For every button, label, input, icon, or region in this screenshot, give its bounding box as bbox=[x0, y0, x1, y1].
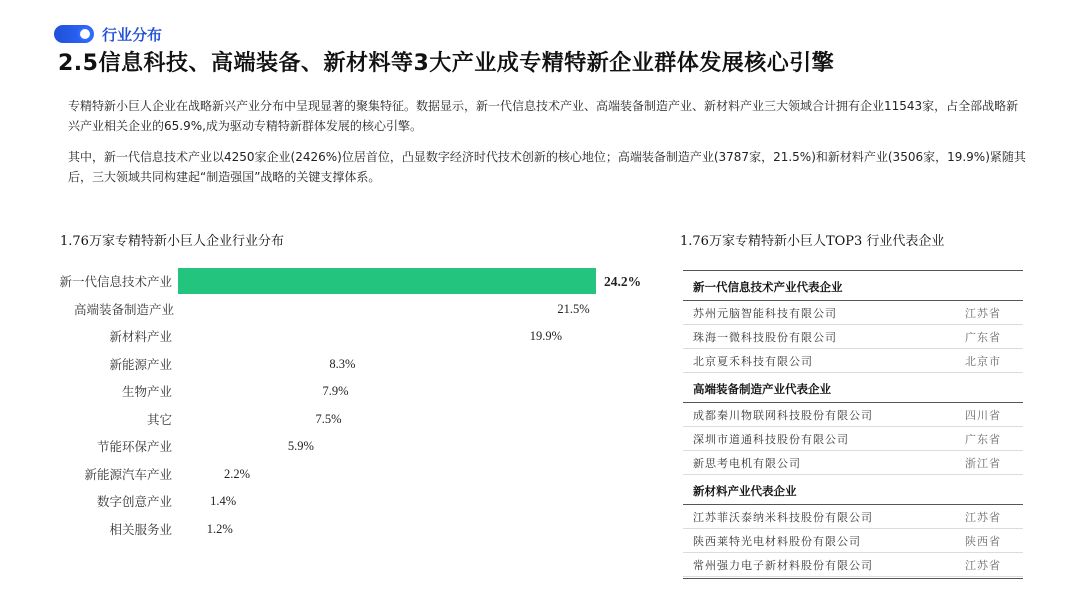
chart-value-label: 8.3% bbox=[329, 356, 356, 371]
chart-bar bbox=[178, 516, 199, 542]
pill-icon bbox=[54, 25, 94, 43]
chart-value-label: 5.9% bbox=[287, 439, 314, 453]
company-province: 江苏省 bbox=[965, 306, 1001, 320]
company-province: 广东省 bbox=[965, 330, 1001, 344]
table-row bbox=[683, 505, 1023, 529]
company-name: 常州强力电子新材料股份有限公司 bbox=[693, 558, 873, 572]
chart-category-label: 生物产业 bbox=[121, 384, 172, 399]
chart-value-label: 24.2% bbox=[604, 274, 642, 289]
company-province: 北京市 bbox=[965, 354, 1001, 368]
table-section-title: 新一代信息技术产业代表企业 bbox=[683, 271, 1023, 301]
table-title: 1.76万家专精特新小巨人TOP3 行业代表企业 bbox=[680, 234, 945, 249]
table-row bbox=[683, 349, 1023, 373]
company-province: 陕西省 bbox=[965, 534, 1001, 548]
chart-bar bbox=[178, 351, 321, 377]
company-province: 四川省 bbox=[965, 408, 1001, 422]
chart-category-label: 数字创意产业 bbox=[96, 494, 172, 509]
chart-value-label: 1.4% bbox=[210, 494, 237, 508]
table-row bbox=[683, 529, 1023, 553]
chart-bar bbox=[178, 406, 308, 432]
chart-value-label: 7.5% bbox=[315, 411, 342, 426]
chart-bar bbox=[178, 433, 280, 459]
chart-category-label: 节能环保产业 bbox=[96, 439, 172, 454]
chart-category-label: 其它 bbox=[146, 411, 172, 427]
company-name: 陕西莱特光电材料股份有限公司 bbox=[693, 534, 861, 548]
section-tag-label: 行业分布 bbox=[102, 25, 163, 44]
chart-category-label: 相关服务业 bbox=[109, 521, 172, 537]
intro-paragraph-2: 其中，新一代信息技术产业以4250家企业(2426%)位居首位，凸显数字经济时代技术创新的核心地位；高端装备制造产业(3787家，21.5%)和新材料产业(3506家，19.9%)紧随其后，三大领域共同构建起“制造强国”战略的关键支撑体系。 bbox=[68, 150, 1026, 184]
chart-category-label: 新材料产业 bbox=[109, 329, 172, 344]
company-name: 珠海一微科技股份有限公司 bbox=[693, 330, 837, 344]
table-section-title: 高端装备制造产业代表企业 bbox=[683, 373, 1023, 403]
company-province: 江苏省 bbox=[965, 510, 1001, 524]
company-name: 江苏菲沃泰纳米科技股份有限公司 bbox=[693, 510, 873, 524]
chart-category-label: 新一代信息技术产业 bbox=[59, 274, 172, 289]
chart-bar bbox=[178, 323, 522, 349]
table-row bbox=[683, 451, 1023, 475]
table-row bbox=[683, 301, 1023, 325]
chart-bar bbox=[178, 378, 314, 404]
chart-bar bbox=[178, 488, 202, 514]
chart-bar bbox=[178, 296, 549, 322]
table-row bbox=[683, 553, 1023, 577]
chart-value-label: 2.2% bbox=[224, 466, 251, 481]
chart-category-label: 新能源汽车产业 bbox=[84, 466, 172, 482]
chart-category-label: 高端装备制造产业 bbox=[73, 301, 174, 317]
company-name: 北京夏禾科技有限公司 bbox=[693, 354, 813, 368]
chart-value-label: 1.2% bbox=[206, 521, 233, 536]
chart-bar bbox=[178, 268, 596, 294]
page-title: 2.5信息科技、高端装备、新材料等3大产业成专精特新企业群体发展核心引擎 bbox=[58, 51, 835, 76]
company-name: 新思考电机有限公司 bbox=[693, 456, 801, 470]
table-bottom-rule bbox=[683, 578, 1023, 579]
section-tag bbox=[54, 24, 162, 44]
table-row bbox=[683, 403, 1023, 427]
chart-value-label: 7.9% bbox=[322, 384, 349, 398]
chart-title: 1.76万家专精特新小巨人企业行业分布 bbox=[60, 234, 284, 249]
chart-category-label: 新能源产业 bbox=[109, 356, 172, 372]
company-province: 浙江省 bbox=[965, 456, 1001, 470]
table-row bbox=[683, 427, 1023, 451]
representative-companies-table bbox=[683, 270, 1023, 579]
industry-bar-chart bbox=[0, 260, 660, 550]
chart-value-label: 19.9% bbox=[529, 329, 563, 343]
company-province: 江苏省 bbox=[965, 558, 1001, 572]
company-name: 深圳市道通科技股份有限公司 bbox=[693, 432, 849, 446]
chart-bar bbox=[178, 461, 216, 487]
company-name: 苏州元脑智能科技有限公司 bbox=[693, 306, 837, 320]
table-row bbox=[683, 325, 1023, 349]
table-section-title: 新材料产业代表企业 bbox=[683, 475, 1023, 505]
company-province: 广东省 bbox=[965, 432, 1001, 446]
intro-paragraph-1: 专精特新小巨人企业在战略新兴产业分布中呈现显著的聚集特征。数据显示，新一代信息技术产业、高端装备制造产业、新材料产业三大领域合计拥有企业11543家，占全部战略新兴产业相关企业的65.9%,成为驱动专精特新群体发展的核心引擎。 bbox=[68, 99, 1019, 133]
chart-value-label: 21.5% bbox=[557, 301, 590, 316]
company-name: 成都秦川物联网科技股份有限公司 bbox=[693, 408, 873, 422]
